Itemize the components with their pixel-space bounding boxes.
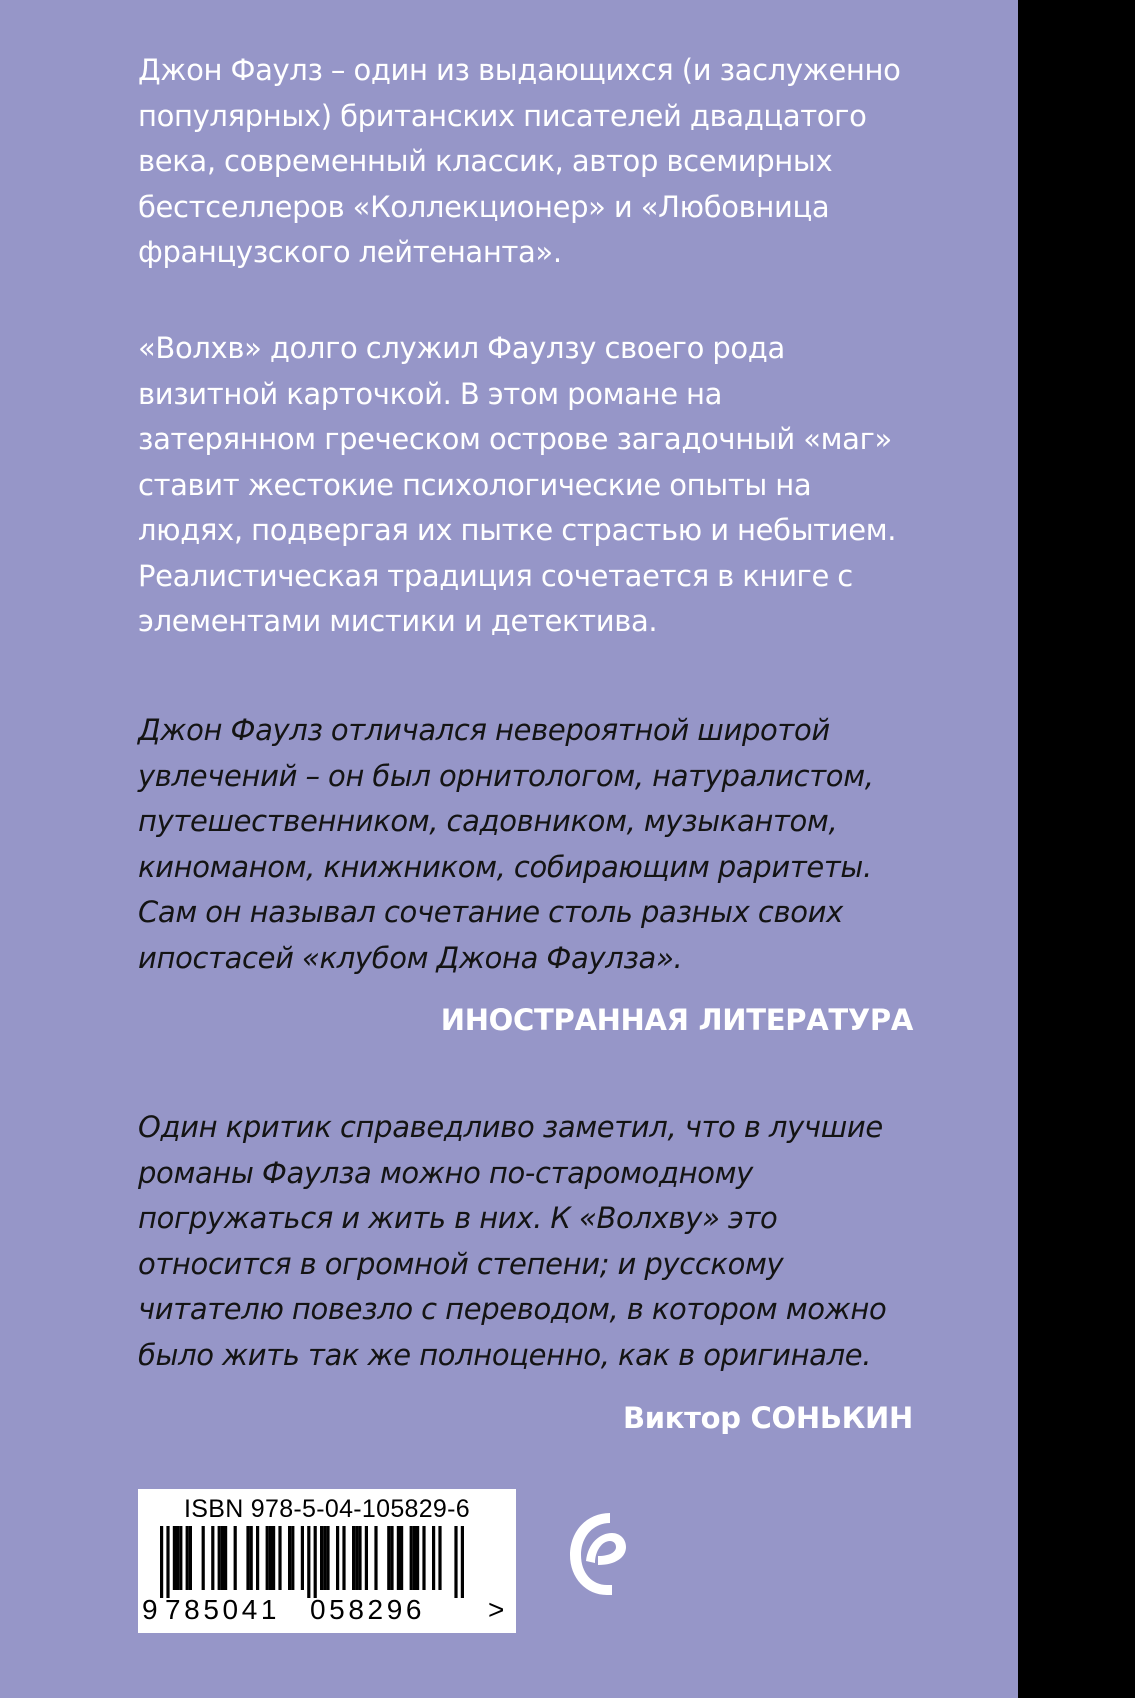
eksmo-logo-icon	[560, 1505, 626, 1601]
barcode-bar	[288, 1526, 291, 1590]
text-line: века, современный классик, автор всемирных	[138, 144, 833, 178]
text-line: людях, подвергая их пытке страстью и небытием.	[138, 513, 897, 547]
barcode-bar	[374, 1526, 377, 1590]
text-line: бестселлеров «Коллекционер» и «Любовница	[138, 189, 830, 224]
barcode-bar	[454, 1526, 457, 1598]
text-line: погружаться и жить в них. К «Волхву» это	[138, 1201, 778, 1235]
text-line: Джон Фаулз отличался невероятной широтой	[138, 713, 830, 747]
barcode-bar	[272, 1526, 275, 1590]
barcode-digit-group: 058296	[310, 1594, 426, 1625]
text-line: популярных) британских писателей двадцатого	[138, 98, 867, 133]
barcode-bar	[179, 1526, 182, 1590]
barcode-bar	[320, 1526, 323, 1590]
barcode-bar	[422, 1526, 425, 1590]
quote-source-1: ИНОСТРАННАЯ ЛИТЕРАТУРА	[440, 1003, 913, 1037]
text-line: относится в огромной степени; и русскому	[138, 1246, 784, 1281]
text-line: «Волхв» долго служил Фаулзу своего рода	[138, 331, 785, 365]
barcode-bar	[352, 1526, 355, 1590]
text-line: ставит жестокие психологические опыты на	[138, 467, 812, 502]
barcode-bar	[342, 1526, 345, 1590]
barcode-bar	[387, 1526, 390, 1590]
text-line: киноманом, книжником, собирающим раритеты.	[138, 849, 872, 884]
barcode-bar	[410, 1526, 413, 1590]
barcode-bar	[365, 1526, 368, 1590]
text-line: Джон Фаулз – один из выдающихся (и заслуженно	[138, 53, 901, 87]
barcode-bar	[416, 1526, 419, 1590]
quote-source-2: Виктор СОНЬКИН	[622, 1401, 913, 1435]
barcode-bar	[269, 1526, 272, 1590]
barcode-bar	[326, 1526, 329, 1590]
barcode-bar	[336, 1526, 339, 1590]
barcode-bar	[307, 1526, 310, 1598]
barcode-bar	[314, 1526, 317, 1598]
barcode-bar	[390, 1526, 393, 1590]
text-line: романы Фаулза можно по-старомодному	[138, 1155, 753, 1190]
author-description	[138, 48, 928, 276]
text-line: Один критик справедливо заметил, что в лучшие	[138, 1110, 883, 1144]
barcode-bar	[218, 1526, 221, 1590]
barcode-bar	[397, 1526, 400, 1590]
barcode-bar	[400, 1526, 403, 1590]
barcode-bar	[166, 1526, 169, 1598]
barcode-bar	[224, 1526, 227, 1590]
review-quote-2	[138, 1105, 928, 1378]
barcode-bar	[234, 1526, 237, 1590]
text-line: увлечений – он был орнитологом, натуралистом,	[138, 758, 874, 793]
barcode-bar	[211, 1526, 214, 1590]
isbn-barcode	[138, 1489, 516, 1633]
book-spine	[1018, 0, 1135, 1698]
review-quote-1	[138, 708, 928, 981]
barcode-bar	[256, 1526, 259, 1590]
barcode-bar	[323, 1526, 326, 1590]
book-description	[138, 326, 928, 645]
text-line: было жить так же полноценно, как в оригинале.	[138, 1337, 872, 1372]
barcode-bar	[160, 1526, 163, 1598]
text-line: путешественником, садовником, музыкантом,	[138, 804, 838, 838]
barcode-bar	[189, 1526, 192, 1590]
barcode-bar	[432, 1526, 435, 1590]
barcode-bar	[176, 1526, 179, 1590]
barcode-bar	[246, 1526, 249, 1590]
barcode-bars-icon	[160, 1526, 482, 1598]
text-line: визитной карточкой. В этом романе на	[138, 376, 723, 411]
barcode-digit-group: 785041	[165, 1594, 281, 1625]
text-line: затерянном греческом острове загадочный «маг»	[138, 422, 892, 456]
text-line: ипостасей «клубом Джона Фаулза».	[138, 940, 683, 975]
barcode-bar	[413, 1526, 416, 1590]
barcode-bar	[461, 1526, 464, 1598]
barcode-bar	[355, 1526, 358, 1590]
barcode-digit-lead: 9	[142, 1594, 158, 1625]
text-line: элементами мистики и детектива.	[138, 604, 658, 638]
text-line: читателю повезло с переводом, в котором можно	[138, 1292, 887, 1326]
barcode-bar	[221, 1526, 224, 1590]
text-line: Сам он называл сочетание столь разных своих	[138, 895, 843, 929]
barcode-bar	[291, 1526, 294, 1590]
barcode-bar	[358, 1526, 361, 1590]
barcode-bar	[301, 1526, 304, 1590]
barcode-bar	[202, 1526, 205, 1590]
barcode-bar	[438, 1526, 441, 1590]
barcode-bar	[186, 1526, 189, 1590]
barcode-quiet-zone-mark: >	[488, 1594, 505, 1625]
barcode-bar	[173, 1526, 176, 1590]
isbn-label: ISBN 978-5-04-105829-6	[184, 1495, 470, 1523]
text-line: Реалистическая традиция сочетается в книге с	[138, 558, 853, 593]
barcode-bar	[250, 1526, 253, 1590]
barcode-bar	[278, 1526, 281, 1590]
text-line: французского лейтенанта».	[138, 235, 562, 269]
barcode-bar	[266, 1526, 269, 1590]
